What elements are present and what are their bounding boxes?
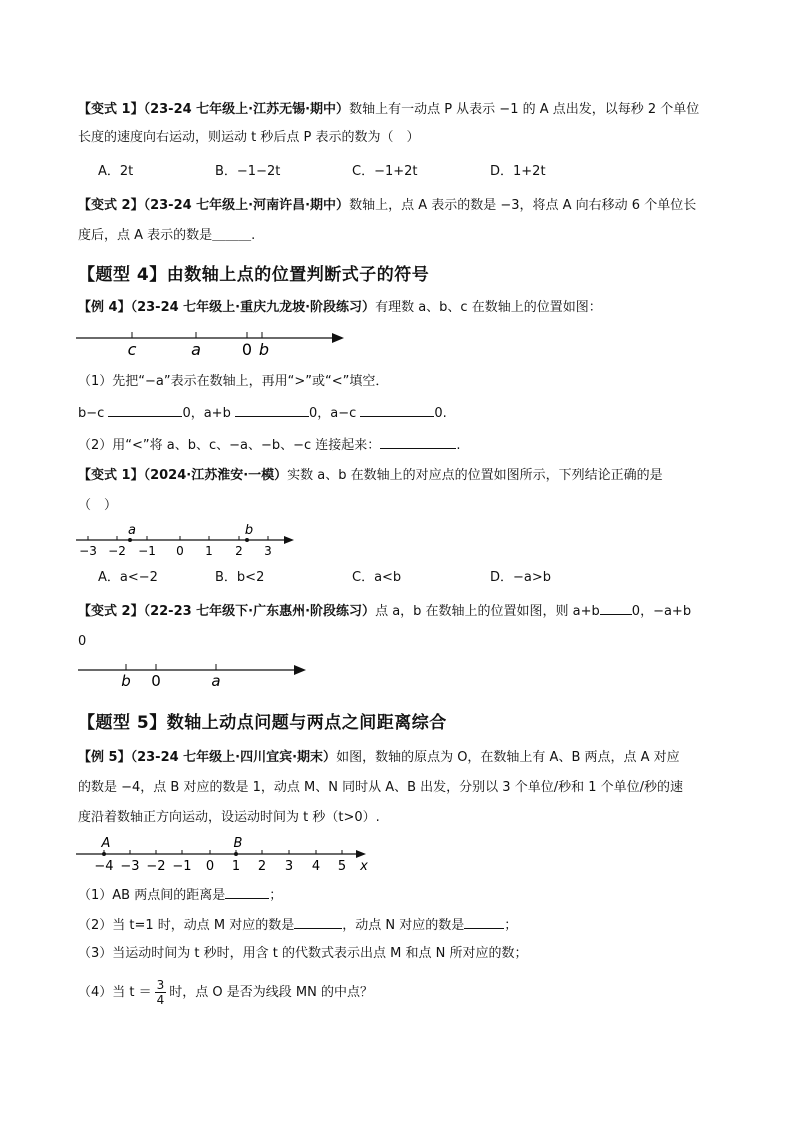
- answer-blank-1[interactable]: [108, 402, 182, 417]
- example4-variant1-option-d[interactable]: D．−a>b: [490, 570, 552, 585]
- answer-blank-2[interactable]: [235, 402, 309, 417]
- example5-q4-text-b: 时，点 O 是否为线段 MN 的中点？: [169, 985, 373, 1000]
- example4-variant1-option-b[interactable]: B．b<2: [215, 570, 265, 585]
- example5-q4-text-a: （4）当 t ＝: [78, 985, 152, 1000]
- example5-q1-text: （1）AB 两点间的距离是: [78, 888, 226, 903]
- example4-number-line: [74, 326, 354, 362]
- example5-number-line: [74, 832, 374, 874]
- variant2-line2: 度后，点 A 表示的数是＿＿＿.: [78, 228, 256, 243]
- example5-q1: [78, 884, 282, 906]
- variant1-line2: 长度的速度向右运动，则运动 t 秒后点 P 表示的数为（ ）: [78, 130, 420, 145]
- tick-label: 3: [264, 544, 272, 558]
- example5-q1-end: ；: [269, 888, 283, 903]
- example4-q2: [78, 434, 460, 456]
- example4-variant1-point-b: b: [244, 523, 254, 538]
- variant2-source: （23-24 七年级上·河南许昌·期中）: [143, 198, 350, 213]
- variant1-option-d[interactable]: D．1+2t: [490, 164, 546, 179]
- example4-q1: （1）先把“−a”表示在数轴上，再用“>”或“<”填空．: [78, 374, 389, 389]
- example4-variant2-label-0: 0: [151, 672, 161, 690]
- example4-variant1-intro: [78, 466, 663, 486]
- example4-q2-end: .: [456, 438, 461, 453]
- example4-label-a: a: [191, 340, 201, 359]
- example5-q4: [78, 978, 373, 1007]
- example4-expr-a-c: 0，a−c: [308, 406, 357, 421]
- variant1-tag: 【变式 1】: [78, 102, 144, 117]
- variant1-source: （23-24 七年级上·江苏无锡·期中）: [143, 102, 350, 117]
- example4-variant2-intro: [78, 600, 691, 622]
- variant1-option-c[interactable]: C．−1+2t: [352, 164, 418, 179]
- example4-q1-blanks: [78, 402, 447, 424]
- fraction-three-quarters: [155, 978, 167, 1007]
- example5-q2-text-b: ，动点 N 对应的数是: [342, 918, 465, 933]
- example4-variant1-source: （2024·江苏淮安·一模）: [143, 468, 288, 483]
- example4-variant2-label-a: a: [211, 672, 221, 690]
- variant1-text1: 数轴上有一动点 P 从表示 −1 的 A 点出发，以每秒 2 个单位: [349, 102, 700, 117]
- tick-label: 2: [257, 859, 267, 874]
- example5-axis-x: x: [360, 859, 368, 874]
- example4-text: 有理数 a、b、c 在数轴上的位置如图：: [375, 300, 602, 315]
- example4-q2-text: （2）用“<”将 a、b、c、−a、−b、−c 连接起来：: [78, 438, 381, 453]
- example4-variant1-tag: 【变式 1】: [78, 468, 144, 483]
- example4-label-b: b: [258, 340, 270, 359]
- tick-label: 3: [284, 859, 294, 874]
- example5-tag: 【例 5】: [78, 750, 131, 765]
- example4-variant2-source: （22-23 七年级下·广东惠州·阶段练习）: [143, 604, 376, 619]
- example4-tag: 【例 4】: [78, 300, 131, 315]
- tick-label: 1: [231, 859, 241, 874]
- variant2-text1: 数轴上，点 A 表示的数是 −3，将点 A 向右移动 6 个单位长: [349, 198, 697, 213]
- tick-label: 1: [205, 544, 213, 558]
- example5-line1: [78, 748, 680, 768]
- example4-variant1-text: 实数 a、b 在数轴上的对应点的位置如图所示，下列结论正确的是: [287, 468, 663, 483]
- example5-point-A: A: [101, 836, 111, 851]
- answer-blank-8[interactable]: [464, 914, 504, 929]
- answer-blank-4[interactable]: [380, 434, 456, 449]
- example4-label-0: 0: [241, 340, 253, 359]
- example4-source: （23-24 七年级上·重庆九龙坡·阶段练习）: [130, 300, 376, 315]
- section-heading-5: 【题型 5】数轴上动点问题与两点之间距离综合: [78, 713, 447, 733]
- example4-intro: [78, 298, 602, 318]
- example4-expr-a-b: 0，a+b: [182, 406, 231, 421]
- tick-label: 2: [235, 544, 243, 558]
- tick-label: −2: [146, 859, 166, 874]
- tick-label: 5: [337, 859, 347, 874]
- fraction-numerator: 3: [156, 978, 165, 992]
- tick-label: −2: [108, 544, 126, 558]
- tick-label: 4: [311, 859, 321, 874]
- fraction-denominator: 4: [156, 993, 165, 1007]
- tick-label: 0: [205, 859, 215, 874]
- tick-label: −1: [172, 859, 192, 874]
- tick-label: −1: [138, 544, 156, 558]
- answer-blank-6[interactable]: [225, 884, 269, 899]
- example4-variant2-text: 点 a，b 在数轴上的位置如图，则 a+b: [375, 604, 600, 619]
- example5-q2: [78, 914, 517, 936]
- example5-source: （23-24 七年级上·四川宜宾·期末）: [130, 750, 337, 765]
- answer-blank-7[interactable]: [294, 914, 342, 929]
- example4-expr-end: 0.: [434, 406, 447, 421]
- example5-line3: 度沿着数轴正方向运动，设运动时间为 t 秒（t>0）.: [78, 810, 380, 825]
- tick-label: −3: [79, 544, 97, 558]
- tick-label: −4: [94, 859, 114, 874]
- example4-label-c: c: [127, 340, 137, 359]
- answer-blank-3[interactable]: [360, 402, 434, 417]
- example4-variant1-point-a: a: [128, 523, 136, 538]
- example5-text1: 如图，数轴的原点为 O，在数轴上有 A、B 两点，点 A 对应: [336, 750, 680, 765]
- tick-label: 0: [176, 544, 184, 558]
- variant2-tag: 【变式 2】: [78, 198, 144, 213]
- example5-q2-end: ；: [504, 918, 518, 933]
- section-heading-4: 【题型 4】由数轴上点的位置判断式子的符号: [78, 265, 430, 285]
- example4-variant1-option-a[interactable]: A．a<−2: [98, 570, 158, 585]
- example4-variant2-number-line: [74, 660, 314, 690]
- example4-variant2-label-b: b: [121, 672, 131, 690]
- example5-point-B: B: [233, 836, 243, 851]
- example4-variant2-tag: 【变式 2】: [78, 604, 144, 619]
- tick-label: −3: [120, 859, 140, 874]
- example5-line2: 的数是 −4，点 B 对应的数是 1，动点 M、N 同时从 A、B 出发，分别以 3 个单位/秒和 1 个单位/秒的速: [78, 780, 683, 795]
- example4-variant2-tail: 0: [78, 634, 87, 649]
- example4-expr-b-c: b−c: [78, 406, 105, 421]
- example4-variant2-mid: 0，−a+b: [631, 604, 692, 619]
- example5-q3: （3）当运动时间为 t 秒时，用含 t 的代数式表示出点 M 和点 N 所对应的数；: [78, 946, 528, 961]
- example4-variant1-paren: （ ）: [78, 498, 118, 513]
- example4-variant1-option-c[interactable]: C．a<b: [352, 570, 402, 585]
- variant1-line1: [78, 100, 699, 120]
- variant1-option-b[interactable]: B．−1−2t: [215, 164, 281, 179]
- variant2-line1: [78, 196, 696, 216]
- example5-q2-text-a: （2）当 t=1 时，动点 M 对应的数是: [78, 918, 295, 933]
- variant1-option-a[interactable]: A．2t: [98, 164, 134, 179]
- example4-variant1-number-line: [74, 520, 304, 560]
- answer-blank-5[interactable]: [600, 600, 632, 615]
